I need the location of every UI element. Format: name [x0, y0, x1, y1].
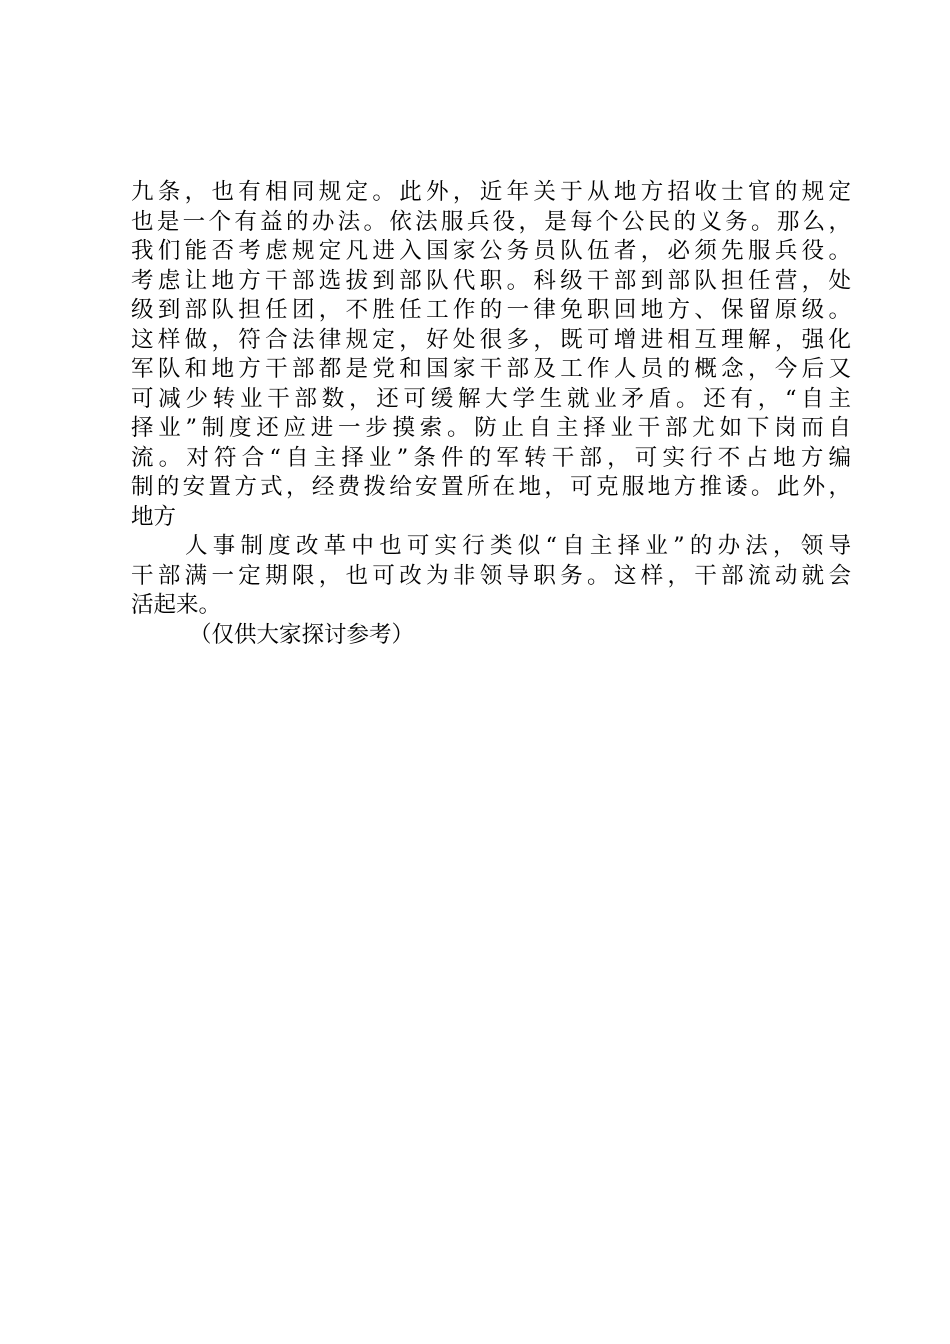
closing-note: （仅供大家探讨参考） — [189, 621, 415, 648]
text-line: 考虑让地方干部选拔到部队代职。科级干部到部队担任营，处 — [131, 267, 851, 294]
text-line: 活起来。 — [131, 592, 222, 618]
text-line: 制的安置方式，经费拨给安置所在地，可克服地方推诿。此外， — [131, 474, 851, 500]
text-line: 我们能否考虑规定凡进入国家公务员队伍者，必须先服兵役。 — [131, 238, 851, 264]
body-text — [131, 178, 851, 650]
text-line: 干部满一定期限，也可改为非领导职务。这样，干部流动就会 — [131, 562, 851, 589]
text-line: 军队和地方干部都是党和国家干部及工作人员的概念，今后又 — [131, 356, 851, 382]
paragraph-2 — [131, 532, 851, 621]
text-line: 级到部队担任团，不胜任工作的一律免职回地方、保留原级。 — [131, 297, 851, 323]
text-line: 这样做，符合法律规定，好处很多，既可增进相互理解，强化 — [131, 326, 851, 353]
text-line: 择业”制度还应进一步摸索。防止自主择业干部尤如下岗而自 — [131, 415, 851, 441]
text-line: 九条，也有相同规定。此外，近年关于从地方招收士官的规定 — [131, 179, 851, 205]
text-line: 人事制度改革中也可实行类似“自主择业”的办法，领导 — [185, 533, 851, 559]
text-line: 可减少转业干部数，还可缓解大学生就业矛盾。还有，“自主 — [131, 385, 851, 412]
text-line: 地方 — [131, 503, 177, 530]
text-line: 流。对符合“自主择业”条件的军转干部，可实行不占地方编 — [131, 444, 851, 471]
text-line: 也是一个有益的办法。依法服兵役，是每个公民的义务。那么， — [131, 208, 851, 235]
paragraph-1 — [131, 178, 851, 532]
